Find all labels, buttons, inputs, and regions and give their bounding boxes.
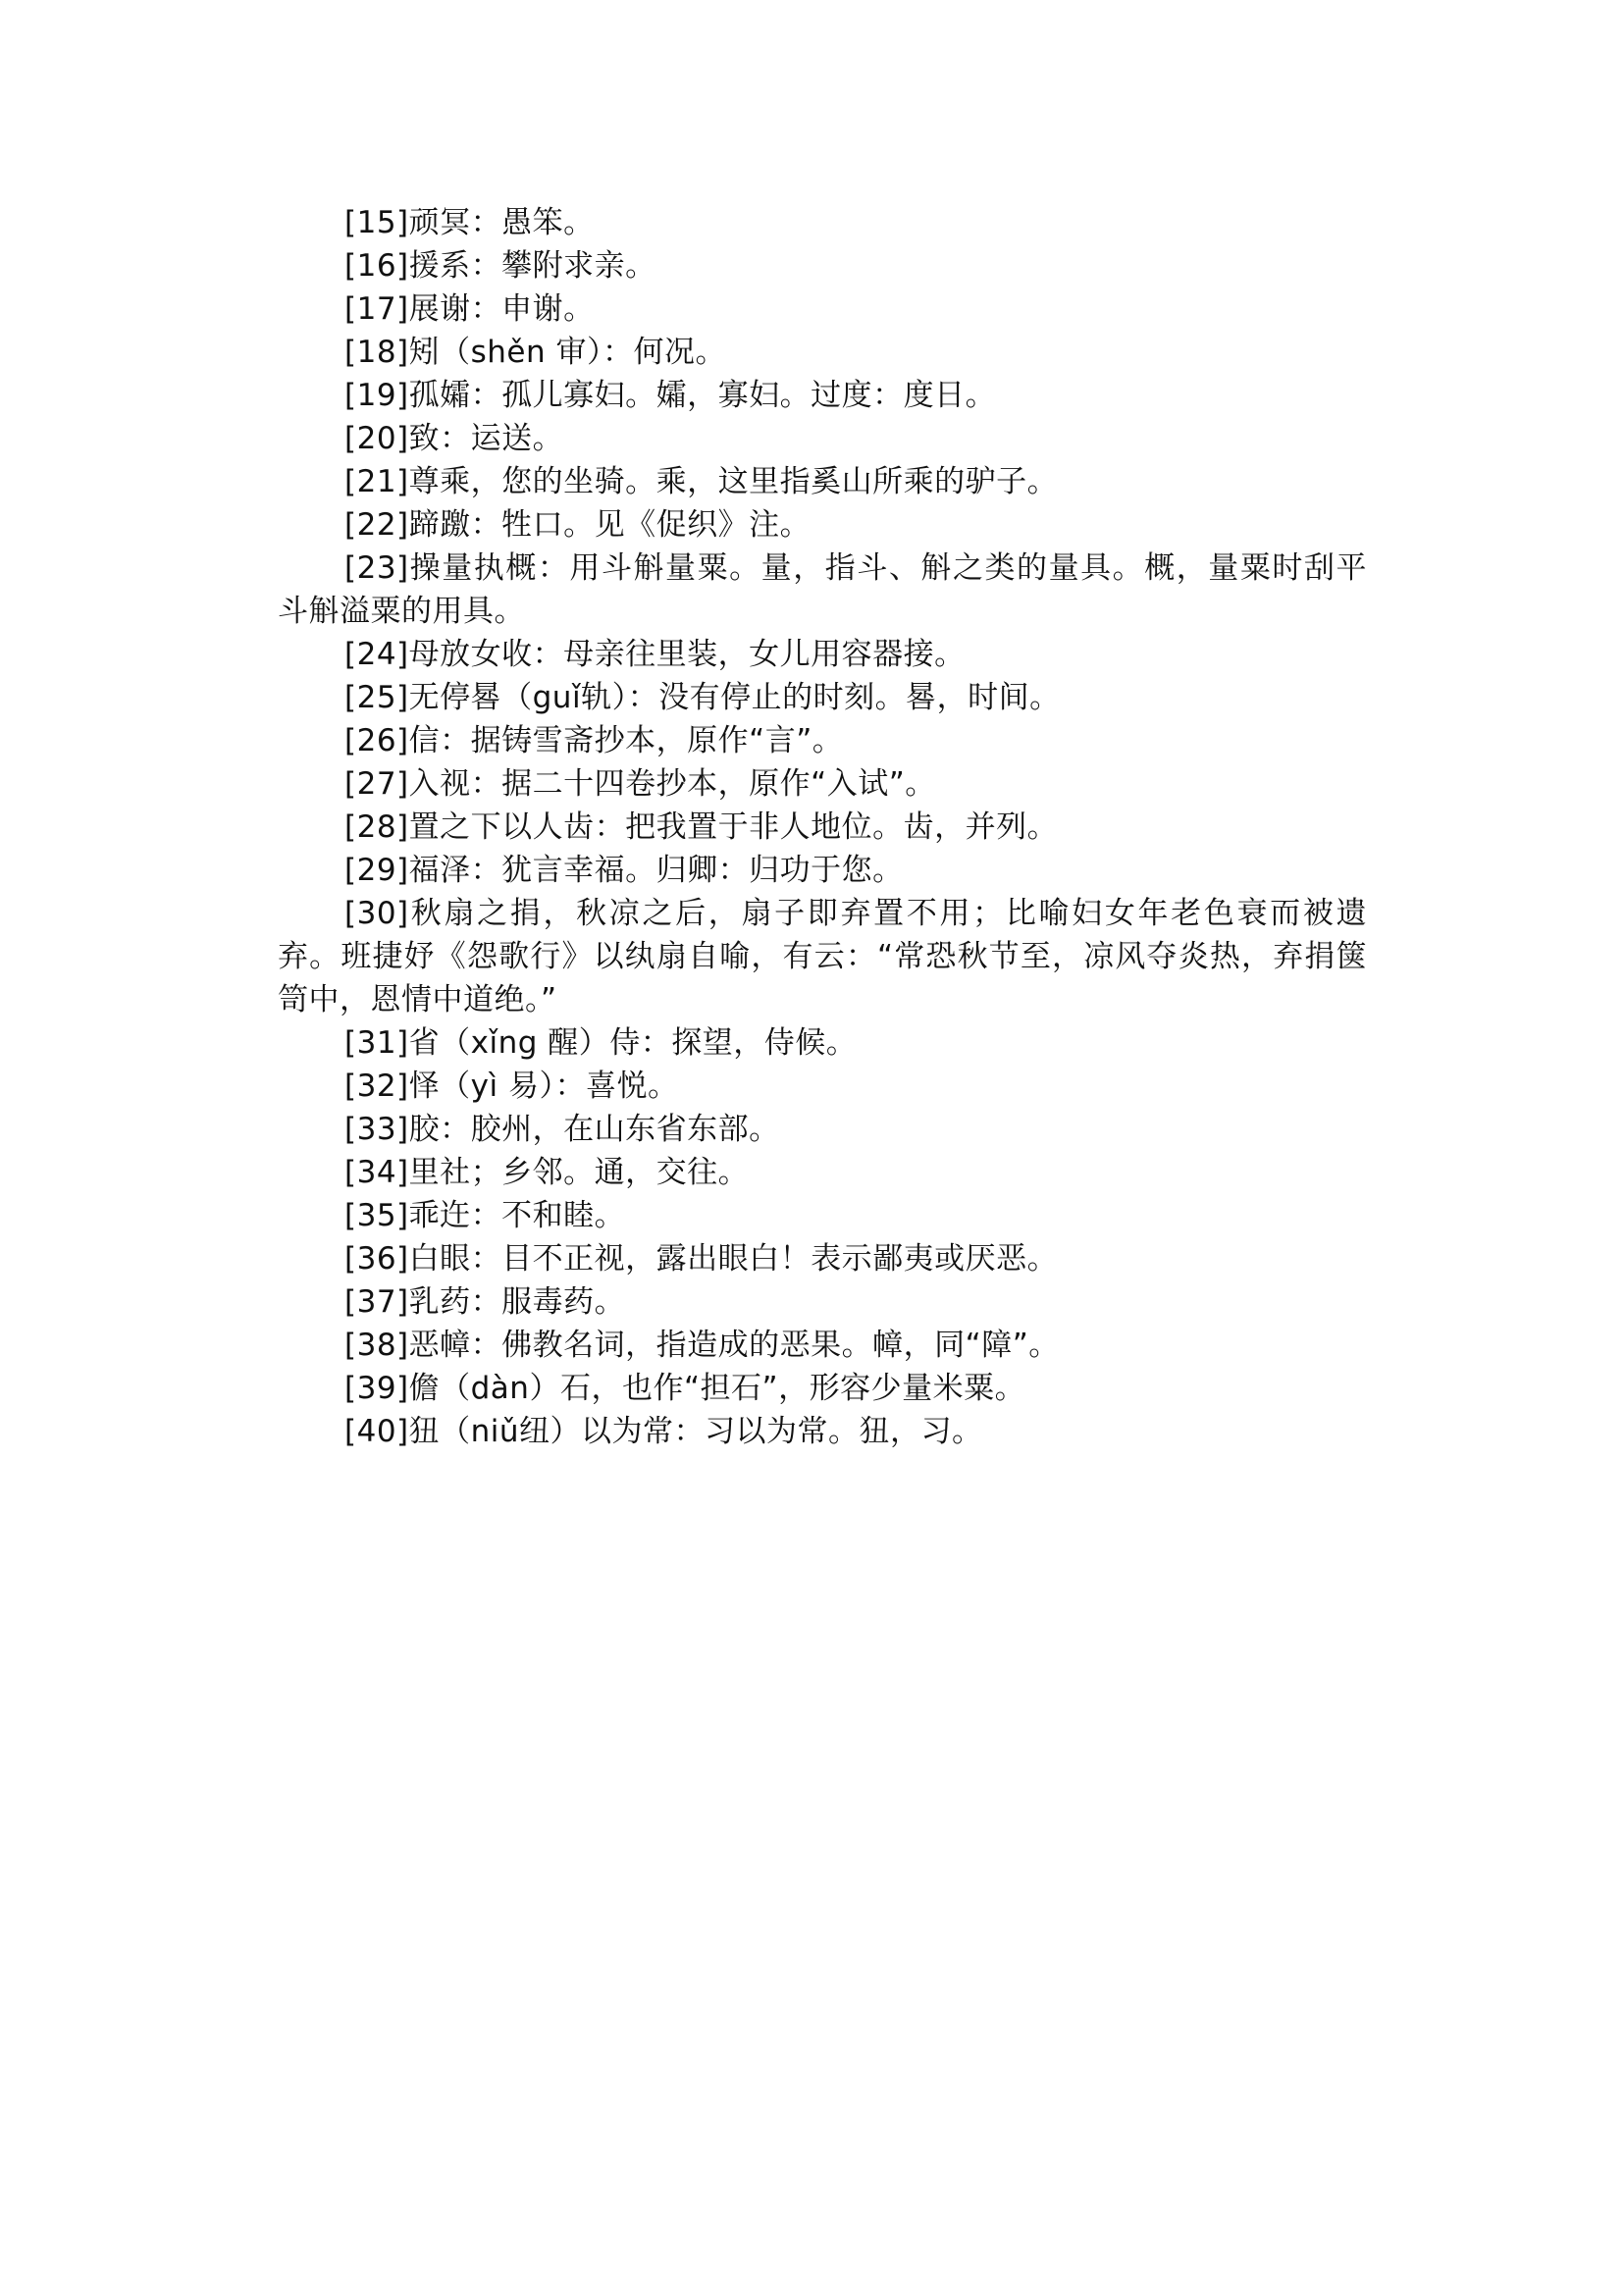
note-37: [37]乳药：服毒药。 <box>344 1284 626 1320</box>
note-26: [26]信：据铸雪斋抄本，原作“言”。 <box>344 723 844 758</box>
note-24: [24]母放女收：母亲往里装，女儿用容器接。 <box>344 637 966 672</box>
note-30: [30]秋扇之捐，秋凉之后，扇子即弃置不用；比喻妇女年老色衰而被遗弃。班捷妤《怨歌行》以纨扇自喻，有云：“常恐秋节至，凉风夺炎热，弃捐箧笥中，恩情中道绝。” <box>278 896 1367 1017</box>
note-35: [35]乖迕：不和睦。 <box>344 1198 626 1233</box>
note-19: [19]孤孀：孤儿寡妇。孀，寡妇。过度：度日。 <box>344 378 997 413</box>
note-23: [23]操量执概：用斗斛量粟。量，指斗、斛之类的量具。概，量粟时刮平斗斛溢粟的用具。 <box>278 550 1367 629</box>
note-22: [22]蹄躈：牲口。见《促织》注。 <box>344 507 812 543</box>
note-33: [33]胶：胶州，在山东省东部。 <box>344 1112 780 1147</box>
note-36: [36]白眼：目不正视，露出眼白！表示鄙夷或厌恶。 <box>344 1241 1059 1277</box>
note-39: [39]儋（dàn）石，也作“担石”，形容少量米粟。 <box>344 1371 1026 1406</box>
note-29: [29]福泽：犹言幸福。归卿：归功于您。 <box>344 853 904 888</box>
note-27: [27]入视：据二十四卷抄本，原作“入试”。 <box>344 766 936 802</box>
note-17: [17]展谢：申谢。 <box>344 291 595 327</box>
note-25: [25]无停晷（guǐ轨）：没有停止的时刻。晷，时间。 <box>344 680 1061 715</box>
note-18: [18]矧（shěn 审）：何况。 <box>344 335 727 370</box>
note-34: [34]里社；乡邻。通，交往。 <box>344 1155 750 1190</box>
annotation-notes <box>278 201 1367 1453</box>
note-32: [32]怿（yì 易）：喜悦。 <box>344 1069 679 1104</box>
note-38: [38]恶幛：佛教名词，指造成的恶果。幛，同“障”。 <box>344 1328 1060 1363</box>
note-21: [21]尊乘，您的坐骑。乘，这里指奚山所乘的驴子。 <box>344 464 1059 499</box>
note-20: [20]致：运送。 <box>344 421 564 456</box>
note-31: [31]省（xǐng 醒）侍：探望，侍候。 <box>344 1025 858 1061</box>
note-28: [28]置之下以人齿：把我置于非人地位。齿，并列。 <box>344 809 1059 845</box>
note-15: [15]顽冥：愚笨。 <box>344 205 595 240</box>
note-16: [16]援系：攀附求亲。 <box>344 248 656 284</box>
note-40: [40]狃（niǔ纽）以为常：习以为常。狃，习。 <box>344 1414 983 1449</box>
